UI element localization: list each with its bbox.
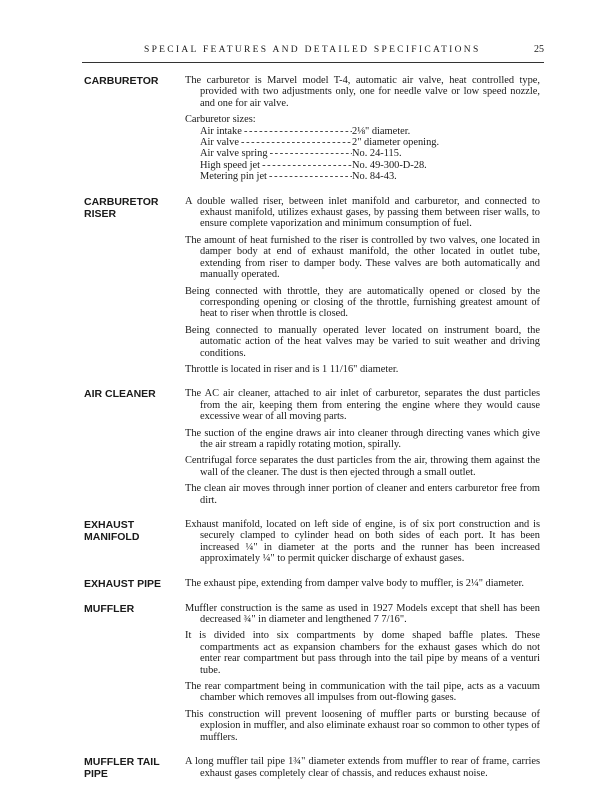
section-label: CARBURETOR	[84, 75, 159, 87]
sizes-title: Carburetor sizes:	[185, 114, 256, 126]
section-body	[185, 756, 540, 779]
section-body	[185, 196, 540, 376]
paragraph: The AC air cleaner, attached to air inlet of carburetor, separates the dust particles from the air, keeping them from entering the engine where they would cause excessive wear of all moving parts.	[185, 388, 540, 423]
sections	[84, 75, 540, 793]
section-label-column	[84, 756, 185, 780]
paragraph: Being connected with throttle, they are automatically opened or closed by the corresponding opening or closing of the throttle, furnishing greatest amount of heat to riser when throttle is closed.	[185, 285, 540, 320]
size-item: Air valve spring - - -	[200, 148, 352, 159]
paragraph: Centrifugal force separates the dust particles from the air, throwing them against the wall of the cleaner. The dust is then ejected through a small outlet.	[185, 455, 540, 478]
size-row	[200, 148, 540, 159]
section-muffler-tail-pipe	[84, 756, 540, 780]
size-row	[200, 171, 540, 182]
running-header-bar	[82, 44, 544, 55]
paragraph: The rear compartment being in communication with the tail pipe, acts as a vacuum chamber which removes all impulses from out-flowing gases.	[185, 681, 540, 704]
size-item: Air intake - - -	[200, 126, 352, 137]
section-label-column	[84, 75, 185, 87]
size-item: Air valve - - -	[200, 137, 352, 148]
header-rule	[82, 62, 544, 63]
section-label: EXHAUST MANIFOLD	[84, 519, 140, 543]
section-carburetor	[84, 75, 540, 183]
section-muffler	[84, 603, 540, 743]
section-label-column	[84, 196, 185, 220]
paragraph: This construction will prevent loosening of muffler parts or bursting because of explosion in muffler, and also eliminate exhaust roar so common to other types of mufflers.	[185, 708, 540, 743]
section-label-column	[84, 603, 185, 615]
paragraph: The suction of the engine draws air into cleaner through directing vanes which give the air stream a rapidly rotating motion, spirally.	[185, 427, 540, 450]
section-label: AIR CLEANER	[84, 388, 156, 401]
size-row	[200, 137, 540, 148]
section-label-column	[84, 519, 185, 543]
size-value: 2" diameter opening.	[352, 137, 440, 149]
paragraph: The exhaust pipe, extending from damper valve body to muffler, is 2¼" diameter.	[185, 577, 524, 589]
section-label: EXHAUST PIPE	[84, 577, 162, 590]
sizes-list	[200, 126, 540, 183]
section-label: MUFFLER	[84, 602, 135, 615]
page-number: 25	[534, 44, 544, 55]
paragraph: Muffler construction is the same as used in 1927 Models except that shell has been decreased ¾" in diameter and lengthened 7 7/16".	[185, 602, 540, 626]
paragraph: A double walled riser, between inlet manifold and carburetor, and connected to exhaust manifold, utilizes exhaust gases, by passing them between riser walls, to ensure complete vaporization and minimum consumption of fuel.	[185, 195, 540, 230]
section-label: CARBURETOR RISER	[84, 195, 159, 220]
size-row	[200, 126, 540, 137]
size-value: 2⅛" diameter.	[352, 125, 411, 137]
section-label-column	[84, 578, 185, 590]
paragraph: Throttle is located in riser and is 1 11/16" diameter.	[185, 363, 399, 375]
section-body	[185, 603, 540, 743]
section-carburetor-riser	[84, 196, 540, 376]
section-body	[185, 578, 540, 589]
section-air-cleaner	[84, 388, 540, 506]
paragraph: It is divided into six compartments by dome shaped baffle plates. These compartments act as expansion chambers for the exhaust gases which do not enter rear compartment but pass through into the tail pipe by means of a venturi tube.	[185, 630, 540, 676]
size-value: No. 84-43.	[352, 171, 397, 183]
size-item: High speed jet - - -	[200, 160, 352, 171]
section-body	[185, 388, 540, 506]
section-label-column	[84, 388, 185, 400]
running-header: SPECIAL FEATURES AND DETAILED SPECIFICATIONS	[144, 45, 481, 55]
paragraph: The clean air moves through inner portion of cleaner and enters carburetor free from dirt.	[185, 483, 540, 506]
size-item: Metering pin jet - - -	[200, 171, 352, 182]
size-value: No. 24-115.	[352, 148, 402, 160]
section-exhaust-pipe	[84, 578, 540, 590]
size-value: No. 49-300-D-28.	[352, 159, 427, 171]
section-body	[185, 75, 540, 183]
paragraph: A long muffler tail pipe 1¾" diameter extends from muffler to rear of frame, carries exhaust gases completely clear of chassis, and reduces exhaust noise.	[185, 756, 540, 779]
section-label: MUFFLER TAIL PIPE	[84, 756, 160, 781]
paragraph: Exhaust manifold, located on left side of engine, is of six port construction and is securely clamped to cylinder head on both sides of each port. It has been increased ¼" in diameter at the ports and the runner has been increased approximately ¼" to permit quicker discharge of exhaust gases.	[185, 519, 540, 565]
paragraph: The carburetor is Marvel model T-4, automatic air valve, heat controlled type, provided with two adjustments only, one for needle valve or low speed nozzle, and one for air valve.	[185, 75, 540, 109]
section-exhaust-manifold	[84, 519, 540, 565]
paragraph: The amount of heat furnished to the riser is controlled by two valves, one located in damper body at end of exhaust manifold, the other located in outlet tube, extending from riser to damper body. These valves are both automatically and manually operated.	[185, 234, 540, 281]
section-body	[185, 519, 540, 565]
size-row	[200, 160, 540, 171]
paragraph: Being connected to manually operated lever located on instrument board, the automatic action of the heat valves may be varied to suit weather and driving conditions.	[185, 324, 540, 359]
